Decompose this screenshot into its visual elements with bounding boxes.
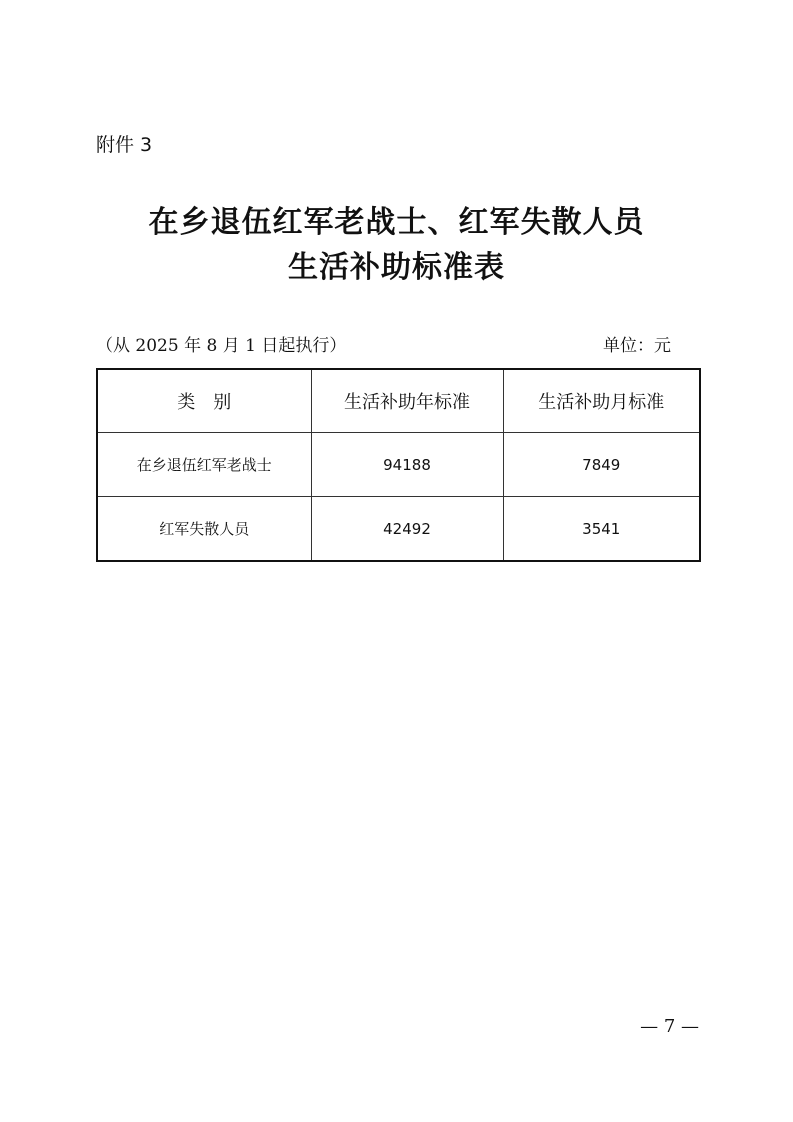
header-annual-standard: 生活补助年标准: [311, 369, 503, 433]
attachment-label: 附件 3: [96, 134, 153, 156]
cell-category: 红军失散人员: [97, 497, 311, 562]
cell-monthly-standard: 3541: [503, 497, 700, 562]
table-header-row: [97, 369, 700, 433]
cell-annual-standard: 42492: [311, 497, 503, 562]
effective-date-note: （从 2025 年 8 月 1 日起执行）: [96, 336, 347, 356]
header-monthly-standard: 生活补助月标准: [503, 369, 700, 433]
cell-monthly-standard: 7849: [503, 433, 700, 497]
document-title-line-2: 生活补助标准表: [288, 250, 505, 285]
cell-annual-standard: 94188: [311, 433, 503, 497]
unit-note: 单位：元: [603, 336, 671, 356]
table-row: [97, 497, 700, 562]
header-category: 类 别: [97, 369, 311, 433]
page-number: — 7 —: [640, 1016, 699, 1037]
subsidy-standards-table: [96, 368, 701, 562]
document-title-line-1: 在乡退伍红军老战士、红军失散人员: [148, 205, 645, 240]
cell-category: 在乡退伍红军老战士: [97, 433, 311, 497]
table-row: [97, 433, 700, 497]
